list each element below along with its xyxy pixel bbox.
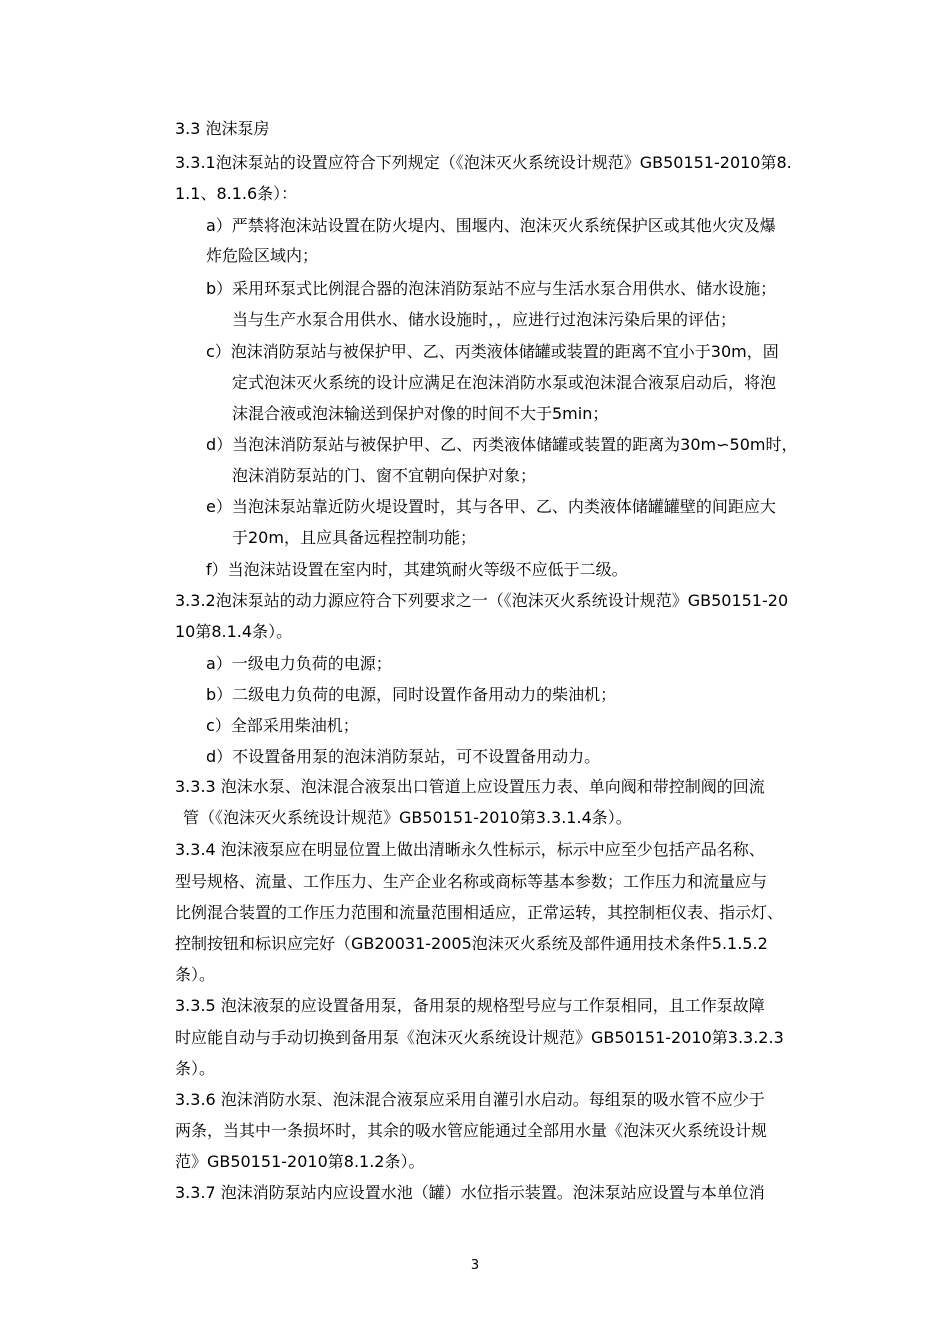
text-line: 条）。 [175, 965, 216, 984]
list-item-c: c）全部采用柴油机； [206, 716, 359, 735]
text-line: 1.1、8.1.6条）： [175, 184, 298, 203]
text-line: 沫混合液或泡沫输送到保护对像的时间不大于5min； [232, 404, 609, 423]
list-item-d: d）当泡沫消防泵站与被保护甲、乙、丙类液体储罐或装置的距离为30m∽50m时， [206, 435, 798, 454]
clause-3-3-7: 3.3.7 泡沫消防泵站内应设置水池（罐）水位指示装置。泡沫泵站应设置与本单位消 [175, 1183, 765, 1202]
clause-3-3-4: 3.3.4 泡沫液泵应在明显位置上做出清晰永久性标示，标示中应至少包括产品名称、 [175, 840, 765, 859]
list-item-f: f）当泡沫站设置在室内时，其建筑耐火等级不应低于二级。 [206, 560, 628, 579]
clause-3-3-2: 3.3.2泡沫泵站的动力源应符合下列要求之一（《泡沫灭火系统设计规范》GB50151-20 [175, 591, 789, 610]
text-line: 10第8.1.4条）。 [175, 622, 293, 641]
text-line: 时应能自动与手动切换到备用泵《泡沫灭火系统设计规范》GB50151-2010第3.3.2.3 [175, 1028, 784, 1047]
text-line: 于20m，且应具备远程控制功能； [232, 528, 476, 547]
clause-3-3-6: 3.3.6 泡沫消防水泵、泡沫混合液泵应采用自灌引水启动。每组泵的吸水管不应少于 [175, 1090, 765, 1109]
clause-3-3-5: 3.3.5 泡沫液泵的应设置备用泵，备用泵的规格型号应与工作泵相同，且工作泵故障 [175, 996, 765, 1015]
text-line: 定式泡沫灭火系统的设计应满足在泡沫消防水泵或泡沫混合液泵启动后，将泡 [232, 373, 777, 392]
text-line: 型号规格、流量、工作压力、生产企业名称或商标等基本参数；工作压力和流量应与 [175, 872, 768, 891]
text-line: 条）。 [175, 1059, 216, 1078]
text-line: 当与生产水泵合用供水、储水设施时，，应进行过泡沫污染后果的评估； [232, 310, 737, 329]
text-line: 两条，当其中一条损坏时，其余的吸水管应能通过全部用水量《泡沫灭火系统设计规 [175, 1121, 768, 1140]
list-item-b: b）二级电力负荷的电源，同时设置作备用动力的柴油机； [206, 685, 617, 704]
clause-3-3-1: 3.3.1泡沫泵站的设置应符合下列规定（《泡沫灭火系统设计规范》GB50151-2010第8. [175, 153, 792, 172]
page-number: 3 [470, 1258, 480, 1273]
text-line: 泡沫消防泵站的门、窗不宜朝向保护对象； [232, 466, 537, 485]
list-item-a: a）严禁将泡沫站设置在防火堤内、围堰内、泡沫灭火系统保护区或其他火灾及爆 [206, 216, 776, 235]
clause-3-3-3: 3.3.3 泡沫水泵、泡沫混合液泵出口管道上应设置压力表、单向阀和带控制阀的回流 [175, 777, 765, 796]
text-line: 控制按钮和标识应完好（GB20031-2005泡沫灭火系统及部件通用技术条件5.1.5.2 [175, 934, 768, 953]
list-item-b: b）采用环泵式比例混合器的泡沫消防泵站不应与生活水泵合用供水、储水设施； [206, 279, 777, 298]
section-heading: 3.3 泡沫泵房 [175, 119, 270, 138]
text-line: 比例混合装置的工作压力范围和流量范围相适应，正常运转，其控制柜仪表、指示灯、 [175, 903, 784, 922]
text-line: 炸危险区域内； [206, 246, 319, 265]
text-line: 范》GB50151-2010第8.1.2条）。 [175, 1152, 425, 1171]
text-line: 管（《泡沫灭火系统设计规范》GB50151-2010第3.3.1.4条）。 [183, 808, 632, 827]
list-item-c: c）泡沫消防泵站与被保护甲、乙、丙类液体储罐或装置的距离不宜小于30m，固 [206, 342, 779, 361]
list-item-a: a）一级电力负荷的电源； [206, 654, 392, 673]
list-item-d: d）不设置备用泵的泡沫消防泵站，可不设置备用动力。 [206, 747, 601, 766]
list-item-e: e）当泡沫泵站靠近防火堤设置时，其与各甲、乙、内类液体储罐罐壁的间距应大 [206, 497, 776, 516]
